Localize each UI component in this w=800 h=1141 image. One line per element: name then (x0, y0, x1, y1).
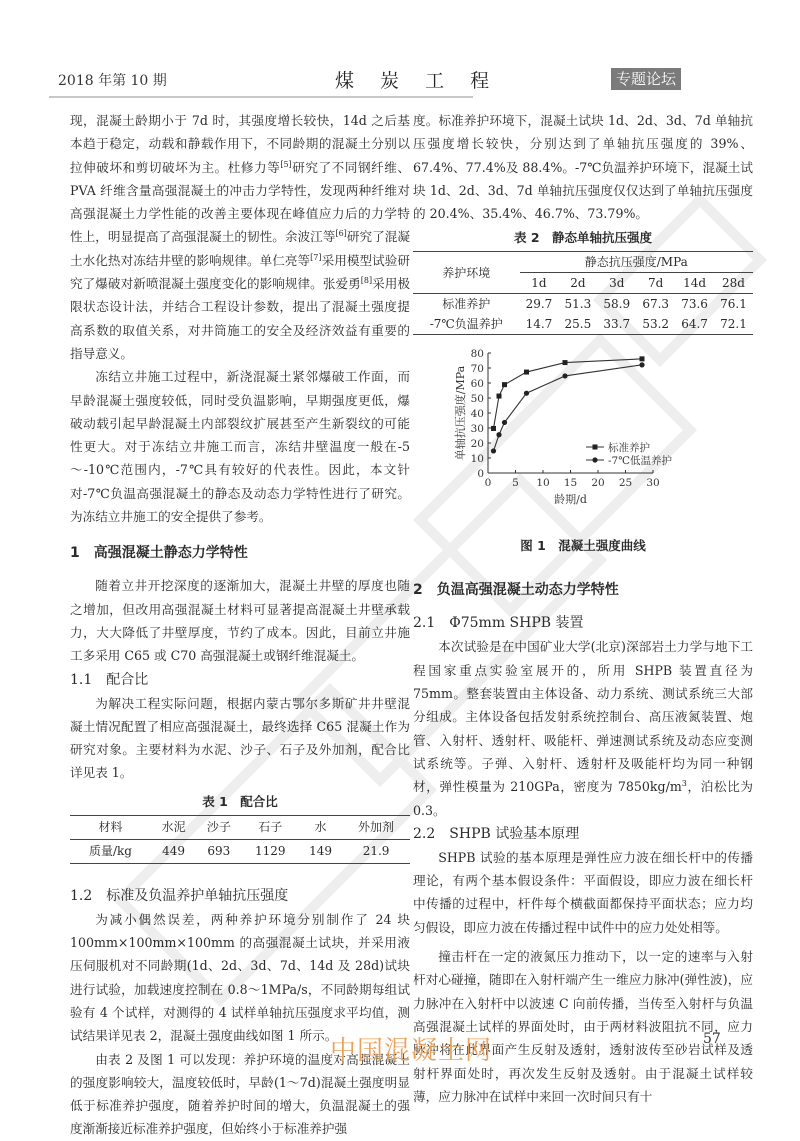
paragraph: 随着立井开挖深度的逐渐加大，混凝土井壁的厚度也随之增加，但改用高强混凝土材料可显著提高混凝土井壁承载力，大大降低了井壁厚度，节约了成本。因此，目前立井施工多采用 C65 或 C70 高强混凝土或钢纤维混凝土。 (70, 578, 410, 664)
y-tick-label: 80 (470, 348, 484, 361)
data-point-circle (562, 374, 567, 379)
x-tick-label: 15 (563, 477, 578, 490)
x-axis-label: 龄期/d (554, 493, 587, 507)
page-header (0, 0, 800, 100)
legend-label: -7℃低温养护 (608, 455, 672, 468)
table-header-cell: 3d (597, 273, 636, 294)
y-tick-label: 20 (470, 438, 484, 451)
paragraph: SHPB 试验的基本原理是弹性应力波在细长杆中的传播理论，有两个基本假设条件：平面假设，即应力波在细长杆中传播的过程中，杆件每个横截面都保持平面状态；应力均匀假设，即应力波在传播过程中试件中的应力处处相等。 (413, 849, 753, 935)
table-cell: 58.9 (603, 297, 631, 312)
data-point-circle (524, 391, 529, 396)
table-header-cell: 外加剂 (342, 815, 410, 839)
site-watermark-logo: 中国混凝土网 (330, 1036, 493, 1066)
table-header-cell: 1d (520, 273, 559, 294)
table-cell: 64.7 (681, 317, 708, 332)
x-tick-label: 30 (646, 477, 660, 490)
table-cell: 67.3 (642, 297, 670, 312)
x-tick-label: 10 (536, 477, 550, 490)
table-cell: 29.7 (525, 297, 553, 312)
data-point-square (563, 361, 568, 366)
table-cell: 53.2 (642, 317, 670, 332)
table-caption: 表 2 静态单轴抗压强度 (513, 230, 653, 246)
x-tick-label: 25 (618, 477, 633, 490)
table-cell: 14.7 (525, 317, 553, 332)
table-cell: 693 (207, 843, 231, 858)
data-point-square (524, 370, 529, 375)
table-header-cell: 沙子 (196, 815, 241, 839)
static-strength-table (413, 251, 753, 335)
data-point-square (640, 357, 645, 362)
citation[interactable]: [5] (280, 159, 292, 169)
legend-marker-circle (592, 458, 597, 463)
table-cell: 标准养护 (442, 297, 491, 312)
table-cell: 72.1 (720, 317, 747, 332)
table-row (413, 294, 753, 315)
figure-caption: 图 1 混凝土强度曲线 (520, 538, 646, 554)
chart-legend (586, 441, 672, 467)
table-header-cell: 7d (636, 273, 675, 294)
page-number: 57 (703, 1031, 721, 1047)
paragraph: 为减小偶然误差，两种养护环境分别制作了 24 块 100mm×100mm×100mm 的高强混凝土试块，并采用液压伺服机对不同龄期(1d、2d、3d、7d、14d 及 28d)试块进行试验，加载速度控制在 0.8～1MPa/s，不同龄期每组试验有 4 个试样，对测得的 4 试样单轴抗压强度求平均值，测试结果详见表 2，混凝土强度曲线如图 1 所示。 (70, 911, 410, 1044)
data-point-circle (491, 449, 496, 454)
table-cell: 449 (162, 843, 186, 858)
left-column (70, 109, 410, 1141)
data-point-circle (502, 420, 507, 425)
table-header-row (70, 815, 410, 839)
y-tick-label: 70 (470, 363, 484, 376)
data-point-circle (639, 363, 644, 368)
section-heading: 1 高强混凝土静态力学特性 (70, 545, 248, 562)
paragraph: 本次试验是在中国矿业大学(北京)深部岩土力学与地下工程国家重点实验室展开的，所用 SHPB 装置直径为 75mm。整套装置由主体设备、动力系统、测试系统三大部分组成。主体设备包括发射系统控制台、高压液氮装置、炮管、入射杆、透射杆、吸能杆、弹速测试系统及动态应变测试系统等。子弹、入射杆、透射杆及吸能杆均为同一种钢材，弹性模量为 210GPa，密度为 $7850kg/m^3$，泊松比为 0.3。 (413, 639, 754, 818)
table-cell: 质量/kg (88, 843, 132, 858)
series-line-1 (494, 359, 643, 429)
data-point-square (497, 394, 502, 399)
table-header-cell: 14d (675, 273, 714, 294)
table-header-cell: 静态抗压强度/MPa (520, 252, 754, 273)
subsection-heading: 1.2 标准及负温养护单轴抗压强度 (70, 887, 289, 904)
citation[interactable]: [8] (360, 275, 373, 285)
y-tick-label: 30 (470, 423, 484, 436)
paragraph: 由表 2 及图 1 可以发现：养护环境的温度对高强混凝土的强度影响较大，温度较低时，早龄(1～7d)混凝土强度明显低于标准养护强度，随着养护时间的增大，负温混凝土的强度渐渐接近标准养护强度，但始终小于标准养护强 (70, 1051, 410, 1137)
table-cell: -7℃负温养护 (429, 317, 503, 332)
y-tick-label: 40 (470, 408, 484, 421)
y-tick-label: 10 (470, 453, 484, 466)
table-cell: 21.9 (362, 843, 390, 858)
table-header-cell: 水泥 (151, 815, 196, 839)
table-cell: 25.5 (564, 317, 592, 332)
data-point-square (491, 426, 496, 431)
table-header-cell: 石子 (241, 815, 299, 839)
data-point-circle (496, 433, 501, 438)
strength-line-chart (413, 335, 753, 535)
data-point-square (502, 383, 507, 388)
table-header-cell: 水 (299, 815, 342, 839)
y-tick-label: 50 (470, 393, 484, 406)
table-caption: 表 1 配合比 (202, 793, 278, 809)
y-tick-label: 0 (477, 468, 484, 481)
paragraph: 现，混凝土龄期小于 7d 时，其强度增长较快，14d 之后基本趋于稳定，动载和静载作用下，不同龄期的混凝土分别以拉伸破坏和剪切破坏为主。杜修力等[5]研究了不同钢纤维、PVA 纤维含量高强混凝土的冲击力学特性，发现两种纤维对高强混凝土力学性能的改善主要体现在峰值应力后的力学特性上，明显提高了高强混凝土的韧性。余波江等[6]研究了混凝土水化热对冻结井壁的影响规律。单仁亮等[7]采用模型试验研究了爆破对新喷混凝土强度变化的影响规律。张爱勇[8]采用极限状态设计法，并结合工程设计参数，提出了混凝土强度提高系数的取值关系，对井筒施工的安全及经济效益有重要的指导意义。 (70, 113, 411, 361)
table-row (70, 839, 410, 863)
paragraph: 冻结立井施工过程中，新浇混凝土紧邻爆破工作面，而早龄混凝土强度较低，同时受负温影响，早期强度更低，爆破动载引起早龄混凝土内部裂纹扩展甚至产生新裂纹的可能性更大。对于冻结立井施工而言，冻结井壁温度一般在-5～-10℃范围内，-7℃具有较好的代表性。因此，本文针对-7℃负温高强混凝土的静态及动态力学特性进行了研究。为冻结立井施工的安全提供了参考。 (70, 369, 410, 525)
table-header-cell: 2d (558, 273, 597, 294)
paragraph: 为解决工程实际问题，根据内蒙古鄂尔多斯矿井井壁混凝土情况配置了相应高强混凝土，最终选择 C65 混凝土作为研究对象。主要材料为水泥、沙子、石子及外加剂，配合比详见表 1。 (70, 695, 410, 781)
section-badge: 专题论坛 (611, 68, 681, 90)
table-header-row (413, 252, 753, 273)
issue-label: 2018 年第 10 期 (58, 73, 167, 89)
x-tick-label: 0 (484, 477, 492, 490)
table-header-cell: 28d (714, 273, 753, 294)
table-cell: 76.1 (720, 297, 747, 312)
table-cell: 149 (309, 843, 332, 858)
section-heading: 2 负温高强混凝土动态力学特性 (413, 582, 619, 599)
subsection-heading: 1.1 配合比 (70, 671, 149, 688)
legend-marker-square (593, 445, 598, 450)
header-rule (49, 96, 473, 98)
y-axis-label: 单轴抗压强度/MPa (454, 366, 467, 461)
table-header-cell: 养护环境 (413, 252, 520, 294)
table-cell: 1129 (254, 843, 286, 858)
subsection-heading: 2.2 SHPB 试验基本原理 (413, 825, 580, 842)
y-tick-label: 60 (470, 378, 484, 391)
x-tick-label: 20 (591, 477, 605, 490)
table-row (413, 314, 753, 335)
table-cell: 51.3 (564, 297, 592, 312)
table-cell: 33.7 (603, 317, 631, 332)
x-tick-label: 5 (512, 477, 519, 490)
chart-ticks (471, 348, 660, 489)
journal-title: 煤 炭 工 程 (335, 70, 500, 92)
legend-label: 标准养护 (608, 442, 650, 455)
paragraph: 撞击杆在一定的液氮压力推动下，以一定的速率与入射杆对心碰撞，随即在入射杆端产生一维应力脉冲(弹性波)，应力脉冲在入射杆中以波速 C 向前传播，当传至入射杆与负温高强混凝土试样的界面处时，由于两材料波阻抗不同，应力脉冲将在此界面产生反射及透射，透射波传至砂岩试样及透射杆界面处时，再次发生反射及透射。由于混凝土试样较薄，应力脉冲在试样中来回一次时间只有十 (413, 949, 753, 1104)
mix-ratio-table (70, 815, 410, 864)
subsection-heading: 2.1 Φ75mm SHPB 装置 (413, 615, 584, 632)
right-column (413, 109, 753, 1108)
table-cell: 73.6 (681, 297, 708, 312)
table-header-cell: 材料 (70, 815, 151, 839)
paragraph: 度。标准养护环境下，混凝土试块 1d、2d、3d、7d 单轴抗压强度增长较快，分别达到了单轴抗压强度的 39%、67.4%、77.4%及 88.4%。-7℃负温养护环境下，混凝土试块 1d、2d、3d、7d 单轴抗压强度仅仅达到了单轴抗压强度的 20.4%、35.4%、46.7%、73.79%。 (413, 113, 753, 222)
citation[interactable]: [6] (335, 229, 347, 239)
figure-1 (413, 335, 753, 535)
chart-series (491, 357, 645, 454)
citation[interactable]: [7] (310, 252, 322, 262)
